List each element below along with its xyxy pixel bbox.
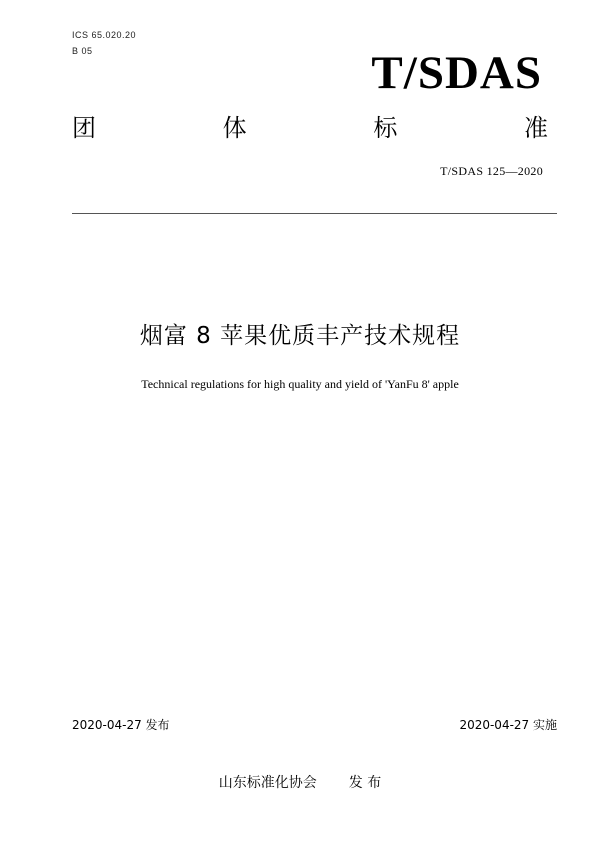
issuer-line [0,776,600,790]
implement-date: 2020-04-27 实施 [459,718,557,732]
standard-type-char: 团 [72,114,96,142]
issuer-action: 发 布 [348,775,382,791]
standard-number: T/SDAS 125—2020 [440,164,543,178]
publish-date: 2020-04-27 发布 [72,718,170,732]
standard-type-heading [72,116,548,140]
ccs-code: B 05 [72,46,93,56]
issuer-organization: 山东标准化协会 [218,775,317,791]
standard-type-char: 体 [222,114,247,142]
document-title-english: Technical regulations for high quality and yield of 'YanFu 8' apple [141,377,459,391]
header-divider [72,213,557,214]
ics-code: ICS 65.020.20 [72,30,137,40]
standard-logo: T/SDAS [371,47,542,99]
standard-type-char: 标 [373,114,398,142]
standard-type-char: 准 [523,114,548,142]
document-title-chinese: 烟富 8 苹果优质丰产技术规程 [139,323,461,349]
